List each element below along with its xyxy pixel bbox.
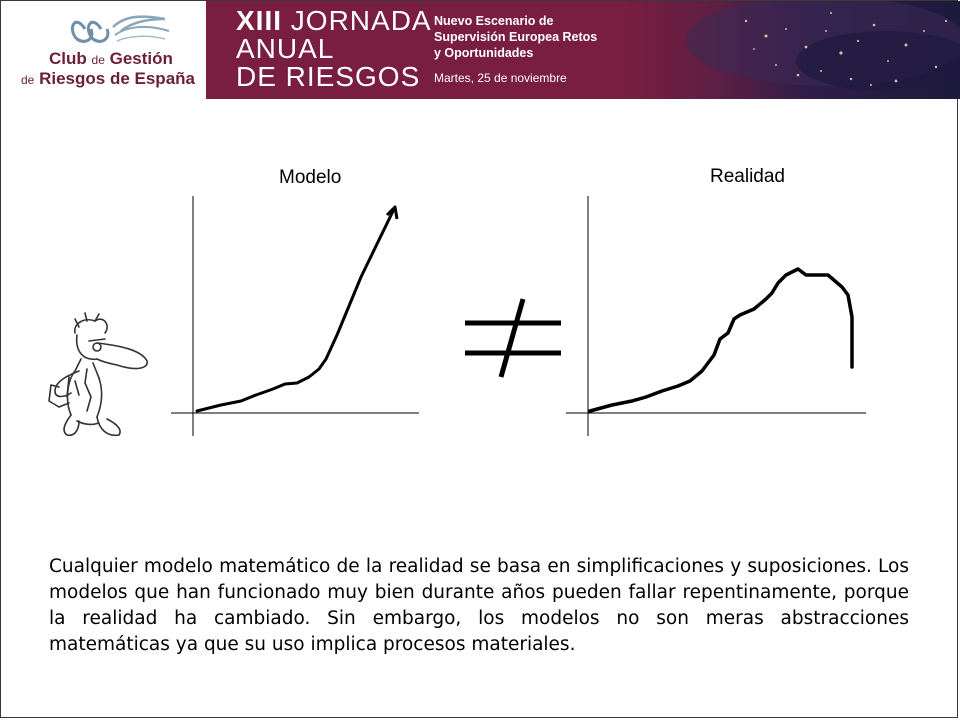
not-equal-icon <box>457 293 567 383</box>
model-chart <box>161 191 431 441</box>
night-map-image <box>626 1 960 99</box>
thinking-man-cartoon-icon <box>45 311 155 446</box>
event-banner <box>206 1 960 99</box>
model-curve <box>197 209 394 411</box>
club-logo <box>15 9 200 95</box>
reality-label: Realidad <box>710 166 785 187</box>
reality-curve <box>590 269 852 411</box>
banner-date: Martes, 25 de noviembre <box>434 71 567 85</box>
logo-text-line2: de Riesgos de España <box>21 69 195 88</box>
reality-chart <box>556 191 876 441</box>
explanatory-paragraph: Cualquier modelo matemático de la realidad se basa en simplificaciones y suposiciones. Los modelos que han funcionado muy bien durante años pueden fallar repentinamente, porque la realidad ha cambiado. Sin embargo, los modelos no son meras abstracciones matemáticas ya que su uso implica procesos materiales. <box>49 556 909 655</box>
banner-title: XIII JORNADA ANUAL DE RIESGOS <box>236 5 432 92</box>
banner-subtitle: Nuevo Escenario de Supervisión Europea Retos y Oportunidades <box>434 14 598 60</box>
waves-logo-icon <box>65 9 175 49</box>
model-label: Modelo <box>279 167 342 188</box>
logo-text-line1: Club de Gestión <box>49 49 173 68</box>
